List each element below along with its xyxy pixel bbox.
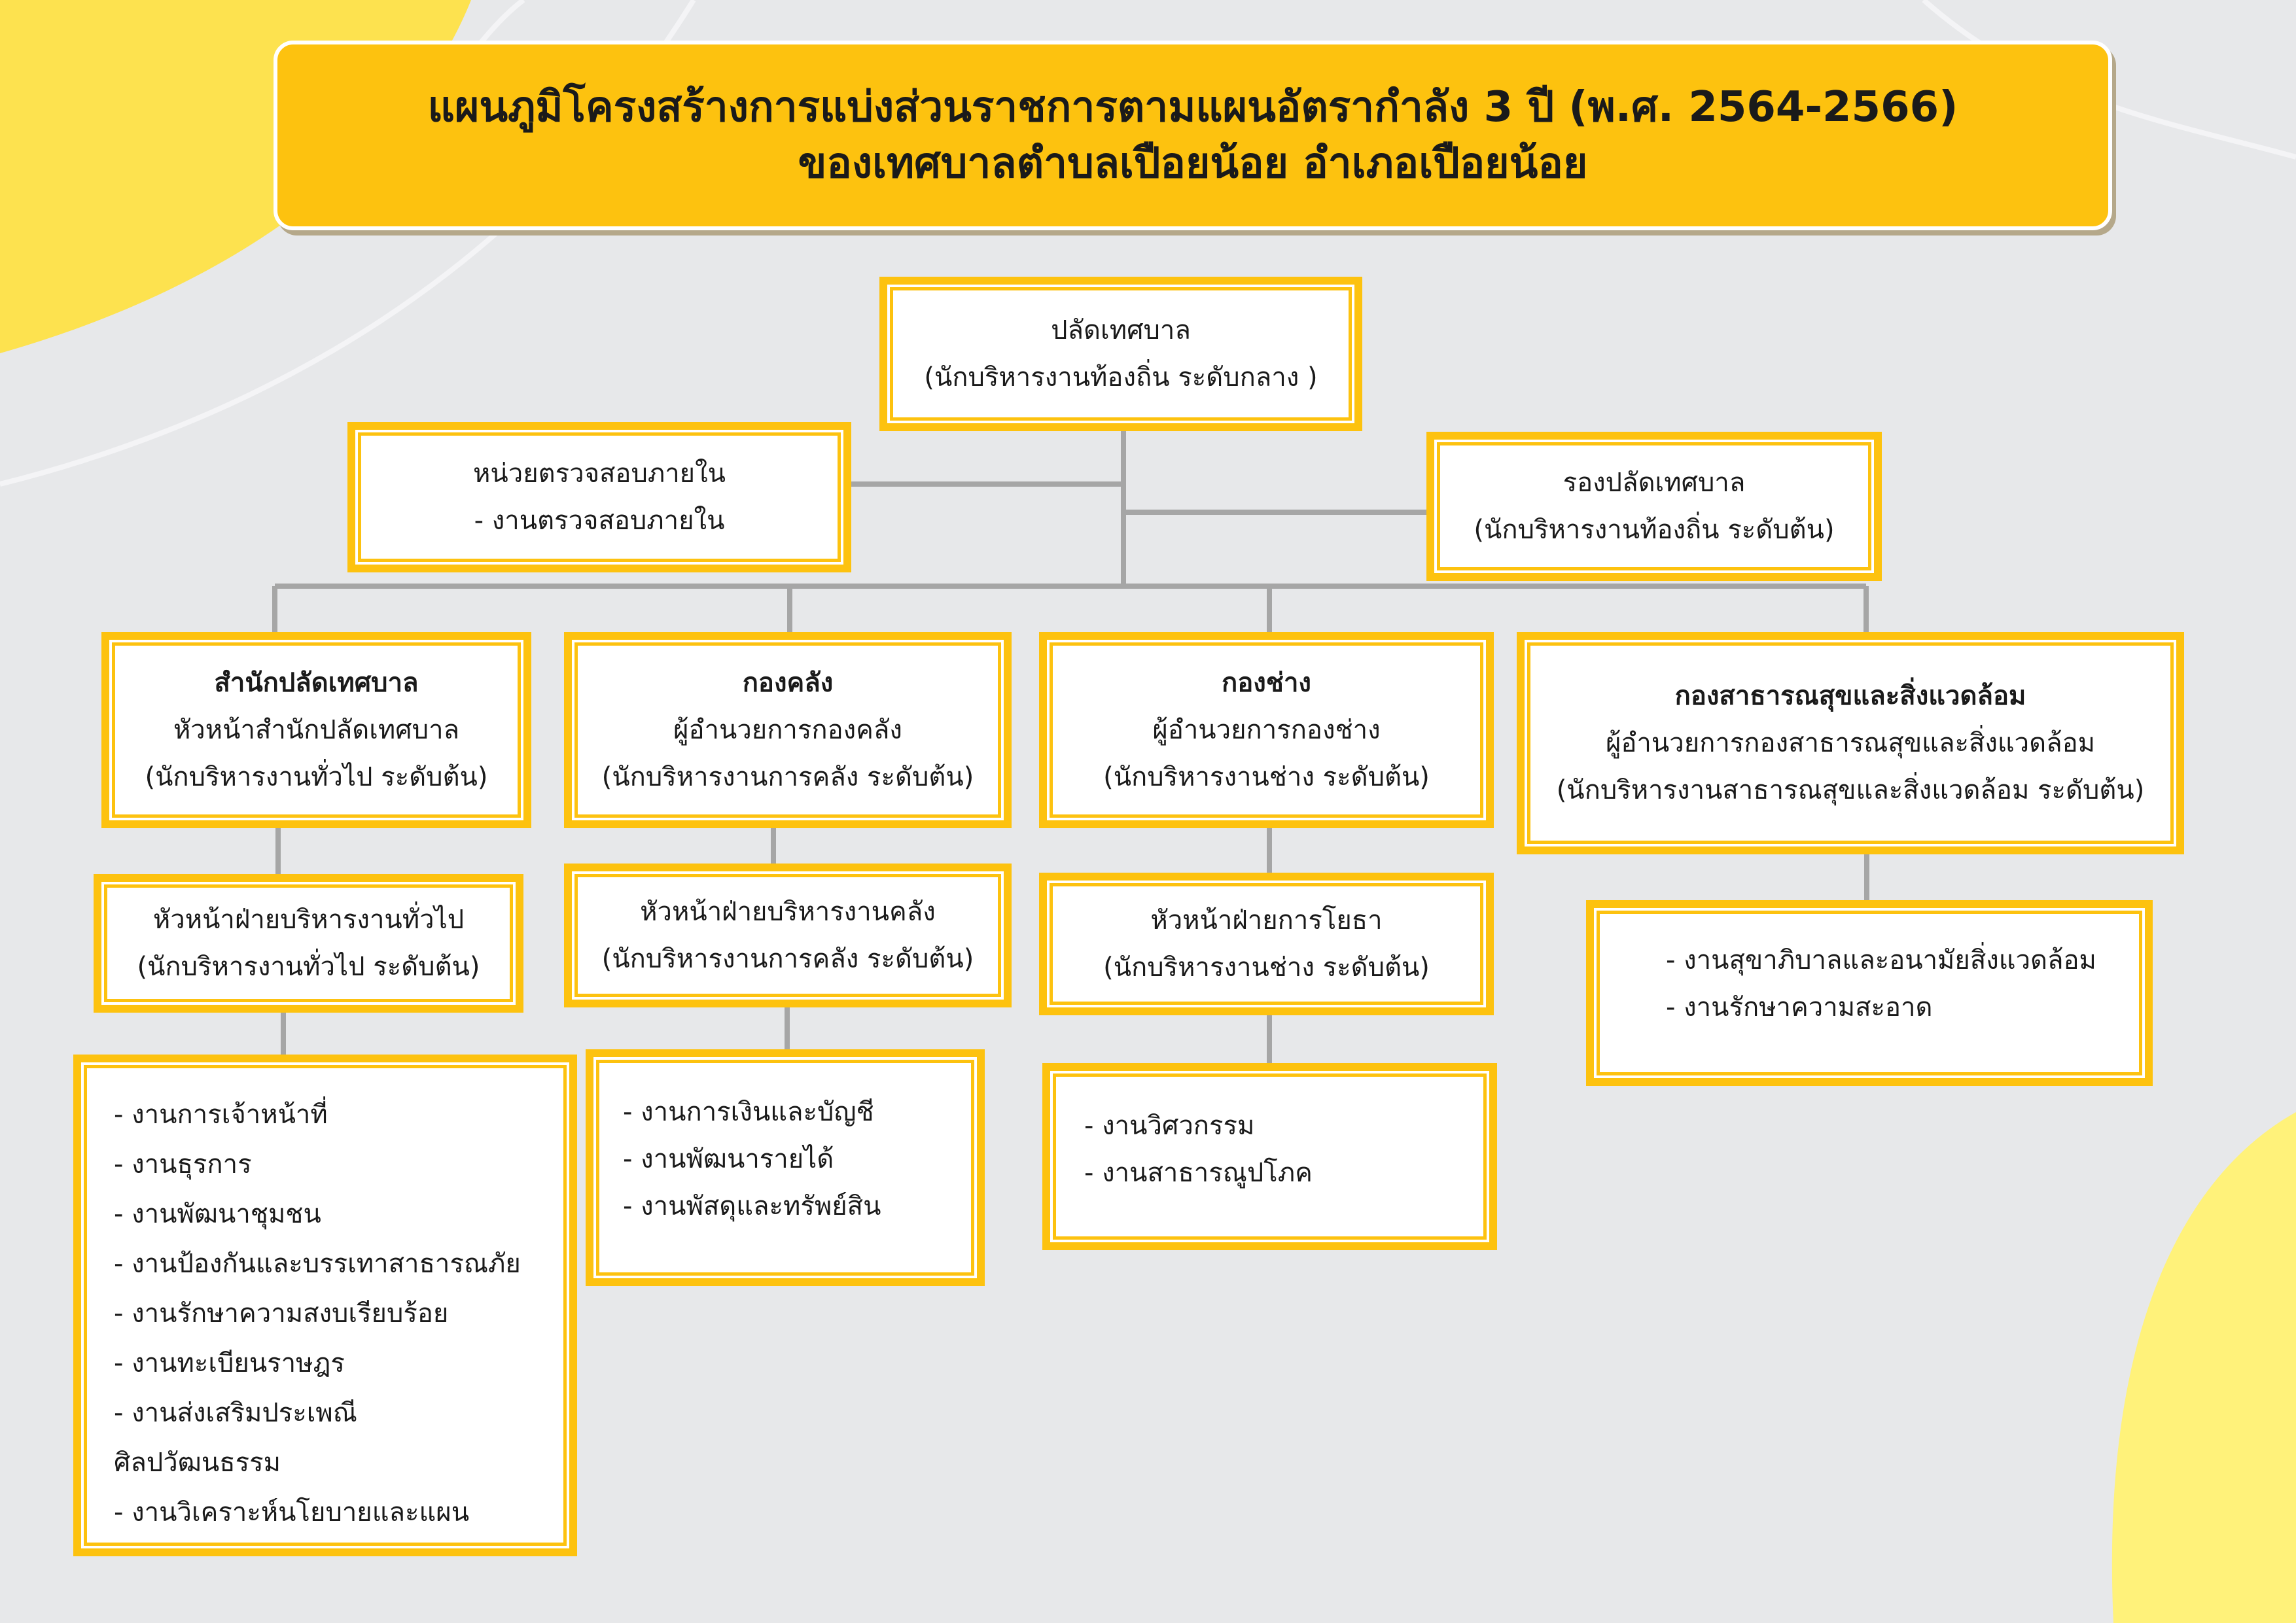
municipal-clerk-title: ปลัดเทศบาล (1051, 315, 1191, 345)
division-name: กองช่าง (1222, 668, 1311, 698)
task-item: - งานรักษาความสงบเรียบร้อย (114, 1299, 449, 1329)
task-item: - งานพัสดุและทรัพย์สิน (623, 1191, 881, 1221)
task-list-finance (586, 1049, 985, 1286)
internal-audit-box (347, 422, 851, 572)
section-box-general-admin (94, 874, 523, 1013)
internal-audit-item: - งานตรวจสอบภายใน (474, 506, 725, 536)
deputy-clerk-box (1426, 432, 1882, 581)
division-box-finance (564, 632, 1012, 828)
task-item: - งานการเจ้าหน้าที่ (114, 1100, 328, 1130)
title-line-1: แผนภูมิโครงสร้างการแบ่งส่วนราชการตามแผนอัตรากำลัง 3 ปี (พ.ศ. 2564-2566) (427, 82, 1958, 131)
division-head: ผู้อำนวยการกองช่าง (1152, 715, 1381, 745)
title-line-2: ของเทศบาลตำบลเปือยน้อย อำเภอเปือยน้อย (798, 139, 1588, 188)
section-head: หัวหน้าฝ่ายบริหารงานคลัง (640, 897, 936, 927)
title-banner (274, 41, 2112, 230)
task-item: ศิลปวัฒนธรรม (114, 1448, 281, 1478)
deputy-clerk-level: (นักบริหารงานท้องถิ่น ระดับต้น) (1474, 515, 1835, 545)
division-level: (นักบริหารงานการคลัง ระดับต้น) (601, 762, 974, 792)
division-box-public-health (1517, 632, 2184, 854)
task-item: - งานวิศวกรรม (1084, 1111, 1255, 1141)
task-item: - งานป้องกันและบรรเทาสาธารณภัย (114, 1249, 521, 1279)
task-item: - งานพัฒนาชุมชน (114, 1199, 321, 1229)
division-name: กองคลัง (742, 668, 834, 698)
municipal-clerk-level: (นักบริหารงานท้องถิ่น ระดับกลาง ) (924, 362, 1318, 393)
division-head: หัวหน้าสำนักปลัดเทศบาล (173, 715, 460, 745)
division-name: กองสาธารณสุขและสิ่งแวดล้อม (1674, 681, 2026, 711)
task-list-public-health (1586, 900, 2153, 1086)
task-item: - งานธุรการ (114, 1149, 252, 1179)
section-head: หัวหน้าฝ่ายบริหารงานทั่วไป (152, 905, 465, 935)
internal-audit-title: หน่วยตรวจสอบภายใน (473, 459, 726, 489)
division-box-clerk-office (101, 632, 531, 828)
task-item: - งานการเงินและบัญชี (623, 1097, 874, 1127)
task-item: - งานสุขาภิบาลและอนามัยสิ่งแวดล้อม (1666, 945, 2096, 975)
division-level: (นักบริหารงานช่าง ระดับต้น) (1103, 762, 1430, 792)
division-head: ผู้อำนวยการกองคลัง (673, 715, 902, 745)
division-head: ผู้อำนวยการกองสาธารณสุขและสิ่งแวดล้อม (1605, 728, 2096, 758)
task-item: - งานส่งเสริมประเพณี (114, 1398, 357, 1428)
task-item: - งานสาธารณูปโภค (1084, 1158, 1313, 1188)
section-level: (นักบริหารงานการคลัง ระดับต้น) (601, 944, 974, 974)
task-item: - งานทะเบียนราษฎร (114, 1348, 345, 1378)
section-head: หัวหน้าฝ่ายการโยธา (1150, 905, 1383, 935)
task-list-engineering (1042, 1063, 1497, 1250)
division-level: (นักบริหารงานทั่วไป ระดับต้น) (145, 762, 488, 792)
section-level: (นักบริหารงานช่าง ระดับต้น) (1103, 952, 1430, 983)
division-level: (นักบริหารงานสาธารณสุขและสิ่งแวดล้อม ระดับต้น) (1556, 775, 2145, 805)
municipal-clerk-box (879, 277, 1362, 431)
section-box-public-works (1039, 873, 1494, 1015)
task-list-clerk-office (73, 1055, 577, 1556)
section-level: (นักบริหารงานทั่วไป ระดับต้น) (137, 952, 480, 982)
task-item: - งานพัฒนารายได้ (623, 1144, 834, 1174)
division-name: สำนักปลัดเทศบาล (214, 668, 419, 698)
section-box-finance-admin (564, 864, 1012, 1007)
deputy-clerk-title: รองปลัดเทศบาล (1563, 468, 1746, 498)
task-item: - งานรักษาความสะอาด (1666, 992, 1933, 1022)
task-item: - งานวิเคราะห์นโยบายและแผน (114, 1497, 470, 1527)
division-box-engineering (1039, 632, 1494, 828)
